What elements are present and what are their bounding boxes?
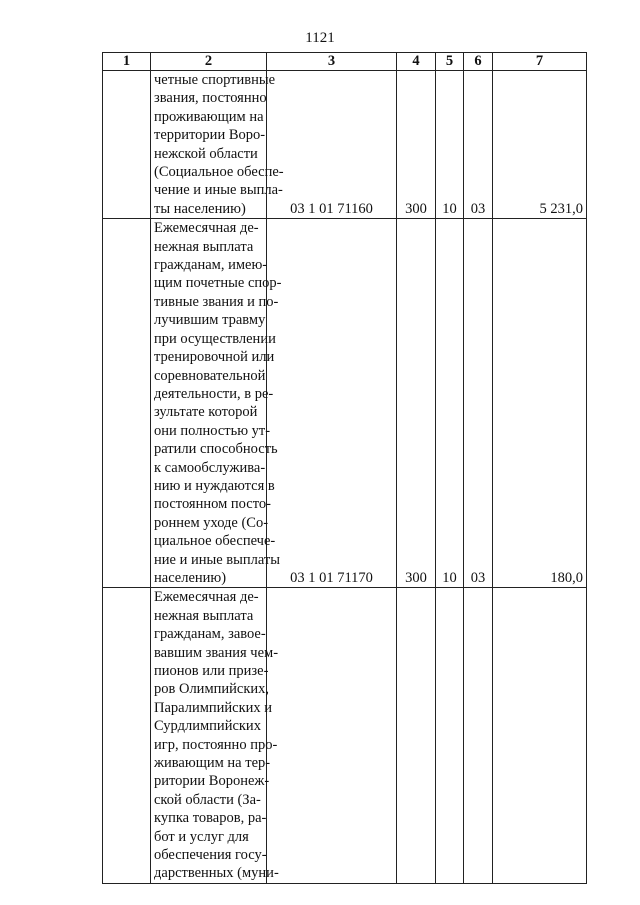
budget-table xyxy=(102,52,587,884)
header-col-7: 7 xyxy=(493,53,587,71)
subsection-cell: 03 xyxy=(464,71,493,219)
subsection-cell: 03 xyxy=(464,219,493,588)
expense-type-cell: 300 xyxy=(397,71,436,219)
section-cell: 10 xyxy=(436,219,464,588)
table-row xyxy=(103,588,587,884)
amount-cell: 5 231,0 xyxy=(493,71,587,219)
description-line: они полностью ут- xyxy=(154,422,271,439)
description-cell xyxy=(151,71,284,219)
subsection-cell xyxy=(464,588,493,884)
description-line: ской области (За- xyxy=(154,791,261,808)
header-col-6: 6 xyxy=(464,53,493,71)
amount-cell xyxy=(493,588,587,884)
header-col-1: 1 xyxy=(103,53,151,71)
description-line: гражданам, завое- xyxy=(154,626,266,643)
expense-type-cell: 300 xyxy=(397,219,436,588)
description-line: звания, постоянно xyxy=(154,90,267,107)
description-line: лучившим травму xyxy=(154,312,266,329)
description-line: тивные звания и по- xyxy=(154,293,279,310)
description-line: игр, постоянно про- xyxy=(154,736,278,753)
page-number: 1121 xyxy=(305,30,335,46)
description-line: гражданам, имею- xyxy=(154,257,268,274)
description-line: тренировочной или xyxy=(154,349,275,366)
description-line: циальное обеспече- xyxy=(154,533,276,550)
expense-type-cell xyxy=(397,588,436,884)
budget-code-cell: 03 1 01 71170 xyxy=(267,219,397,588)
description-cell xyxy=(151,588,279,884)
description-line: вавшим звания чем- xyxy=(154,644,279,661)
description-line: роннем уходе (Со- xyxy=(154,514,269,531)
description-line: Ежемесячная де- xyxy=(154,589,259,606)
row-number-cell xyxy=(103,588,151,884)
description-line: бот и услуг для xyxy=(154,828,249,845)
description-line: Ежемесячная де- xyxy=(154,220,259,237)
header-col-5: 5 xyxy=(436,53,464,71)
header-col-4: 4 xyxy=(397,53,436,71)
section-cell: 10 xyxy=(436,71,464,219)
budget-code-cell xyxy=(267,588,397,884)
description-line: дарственных (муни- xyxy=(154,865,279,882)
description-line: населению) xyxy=(154,569,227,586)
description-line: ратили способность xyxy=(154,441,278,458)
row-number-cell xyxy=(103,219,151,588)
description-cell xyxy=(151,219,282,588)
description-line: живающим на тер- xyxy=(154,755,271,772)
description-line: обеспечения госу- xyxy=(154,847,267,864)
description-line: к самообслужива- xyxy=(154,459,266,476)
description-line: ров Олимпийских, xyxy=(154,681,270,698)
description-line: нию и нуждаются в xyxy=(154,477,275,494)
description-line: пионов или призе- xyxy=(154,663,269,679)
budget-code-cell: 03 1 01 71160 xyxy=(267,71,397,219)
description-line: ние и иные выплаты xyxy=(154,551,281,568)
description-line: Сурдлимпийских xyxy=(154,718,261,735)
description-line: соревновательной xyxy=(154,367,266,384)
table-row xyxy=(103,71,587,219)
header-col-3: 3 xyxy=(267,53,397,71)
description-line: четные спортивные xyxy=(154,72,276,88)
description-line: зультате которой xyxy=(154,404,258,421)
description-line: территории Воро- xyxy=(154,127,266,144)
description-line: деятельности, в ре- xyxy=(154,385,274,402)
table-row xyxy=(103,219,587,588)
amount-cell: 180,0 xyxy=(493,219,587,588)
section-cell xyxy=(436,588,464,884)
description-line: нежная выплата xyxy=(154,238,254,255)
description-line: при осуществлении xyxy=(154,330,276,347)
description-line: Паралимпийских и xyxy=(154,699,273,716)
description-line: щим почетные спор- xyxy=(154,275,282,292)
description-line: купка товаров, ра- xyxy=(154,810,267,827)
description-line: ритории Воронеж- xyxy=(154,773,270,790)
description-line: нежской области xyxy=(154,145,258,162)
header-row xyxy=(103,53,587,71)
description-line: постоянном посто- xyxy=(154,496,271,513)
description-line: нежная выплата xyxy=(154,607,254,624)
description-line: ты населению) xyxy=(154,200,246,217)
description-line: чение и иные выпла- xyxy=(154,182,283,199)
description-line: (Социальное обеспе- xyxy=(154,164,284,181)
description-line: проживающим на xyxy=(154,108,264,125)
row-number-cell xyxy=(103,71,151,219)
header-col-2: 2 xyxy=(151,53,267,71)
